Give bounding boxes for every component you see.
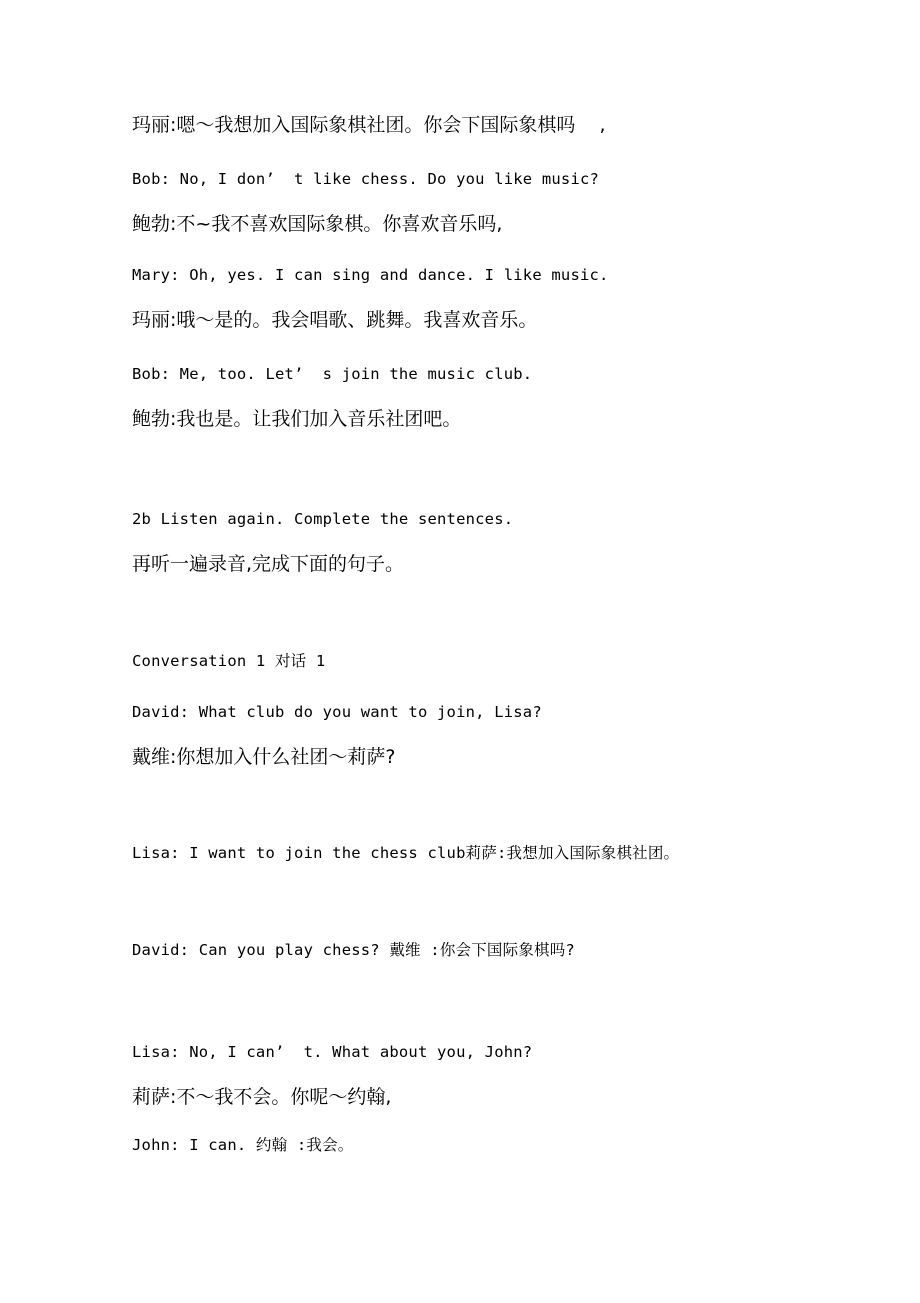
- text-line-lisa-en-2: Lisa: No, I can’ t. What about you, John?: [132, 1043, 533, 1061]
- text-line-bob-zh-2: 鲍勃:我也是。让我们加入音乐社团吧。: [132, 408, 462, 430]
- text-line-mary-zh-1: 玛丽:嗯～我想加入国际象棋社团。你会下国际象棋吗 ,: [132, 114, 606, 136]
- text-line-bob-en-1: Bob: No, I don’ t like chess. Do you like music?: [132, 170, 600, 188]
- text-line-david-mixed-2: David: Can you play chess? 戴维 :你会下国际象棋吗?: [132, 941, 575, 959]
- text-line-lisa-mixed-1: Lisa: I want to join the chess club莉萨:我想加入国际象棋社团。: [132, 844, 680, 862]
- text-line-mary-en-2: Mary: Oh, yes. I can sing and dance. I like music.: [132, 266, 609, 284]
- text-line-john-mixed: John: I can. 约翰 :我会。: [132, 1136, 354, 1154]
- exercise-heading-zh: 再听一遍录音,完成下面的句子。: [132, 553, 405, 575]
- text-line-david-en-1: David: What club do you want to join, Lisa?: [132, 703, 542, 721]
- conversation-title: Conversation 1 对话 1: [132, 652, 326, 670]
- exercise-heading: 2b Listen again. Complete the sentences.: [132, 510, 514, 528]
- text-line-david-zh-1: 戴维:你想加入什么社团～莉萨?: [132, 746, 396, 768]
- text-line-mary-zh-2: 玛丽:哦～是的。我会唱歌、跳舞。我喜欢音乐。: [132, 309, 538, 331]
- text-line-bob-en-2: Bob: Me, too. Let’ s join the music club.: [132, 365, 533, 383]
- text-line-bob-zh-1: 鲍勃:不~我不喜欢国际象棋。你喜欢音乐吗,: [132, 213, 503, 235]
- text-line-lisa-zh-2: 莉萨:不～我不会。你呢～约翰,: [132, 1086, 392, 1108]
